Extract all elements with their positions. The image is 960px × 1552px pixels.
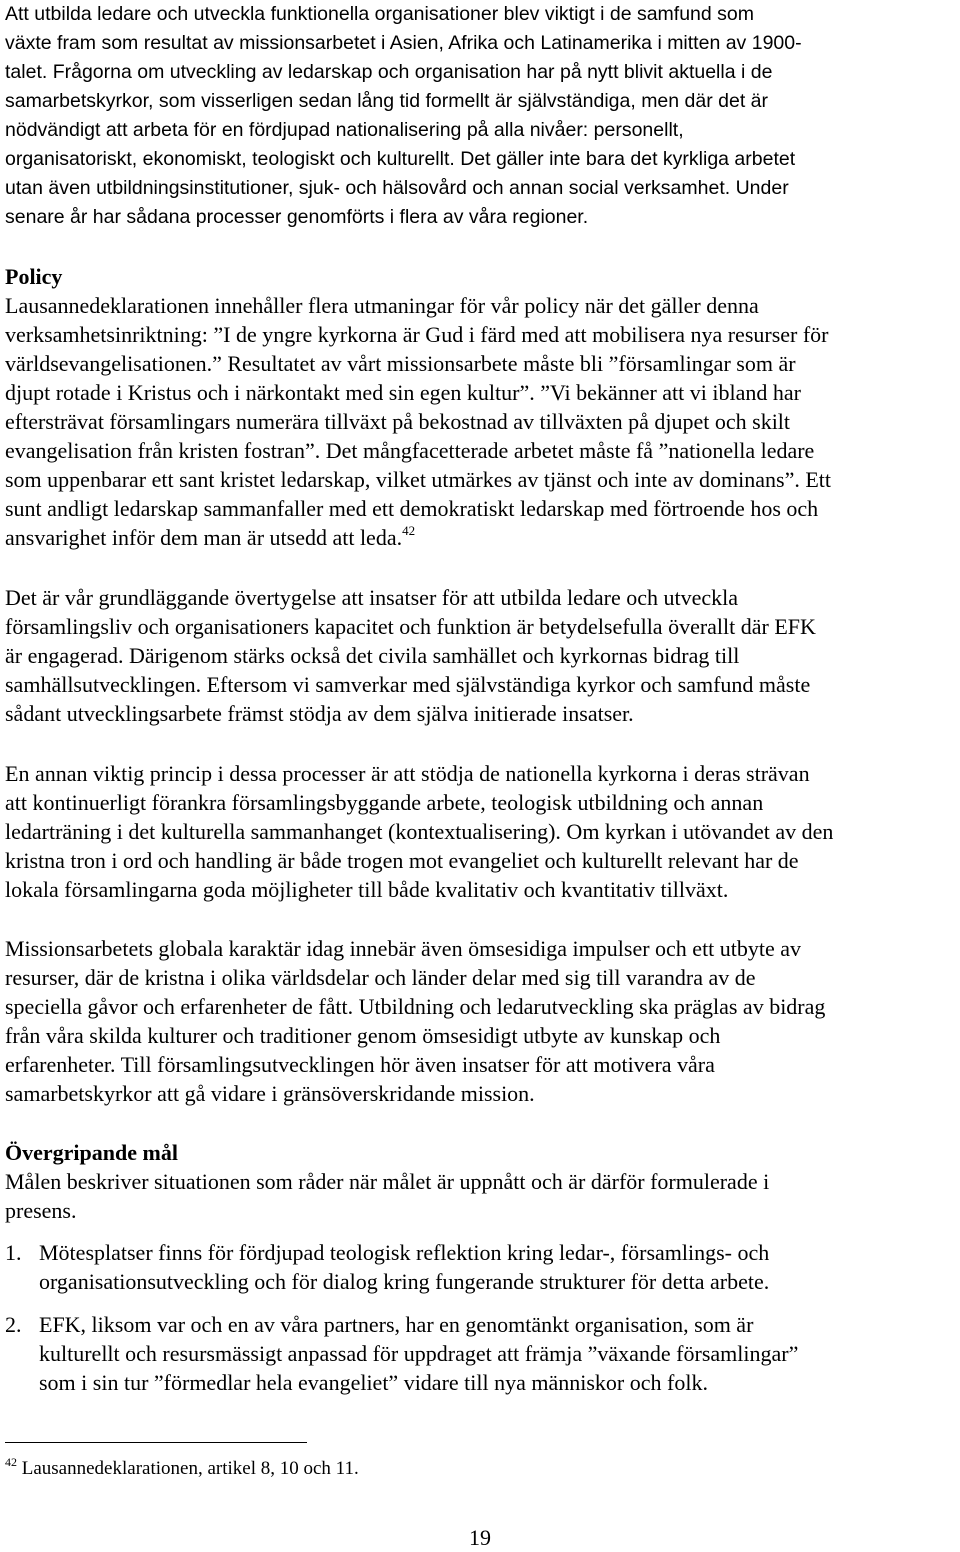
text-line: sunt andligt ledarskap sammanfaller med ett demokratiskt ledarskap med förtroende hos och <box>5 496 819 521</box>
intro-paragraph <box>5 0 955 232</box>
footnote-reference[interactable]: 42 <box>402 523 416 538</box>
text-line: är engagerad. Därigenom stärks också det civila samhället och kyrkornas bidrag till <box>5 643 740 668</box>
policy-section <box>5 262 955 552</box>
text-line: från våra skilda kulturer och traditioner genom ömsesidigt utbyte av kunskap och <box>5 1023 721 1048</box>
text-line: sådant utvecklingsarbete främst stödja av dem själva initierade insatser. <box>5 701 634 726</box>
text-line: Missionsarbetets globala karaktär idag innebär även ömsesidiga impulser och ett utbyte av <box>5 936 802 961</box>
text-line: Att utbilda ledare och utveckla funktionella organisationer blev viktigt i de samfund som <box>5 3 754 25</box>
footnote-divider <box>5 1442 307 1443</box>
text-line: Mötesplatser finns för fördjupad teologisk reflektion kring ledar-, församlings- och <box>39 1240 770 1265</box>
text-line: erfarenheter. Till församlingsutvecklingen hör även insatser för att motivera våra <box>5 1052 715 1077</box>
list-number: 1. <box>5 1240 22 1265</box>
text-line: världsevangelisationen.” Resultatet av vårt missionsarbete måste bli ”församlingar som är <box>5 351 796 376</box>
text-line: eftersträvat församlingars numerära tillväxt på bekostnad av tillväxten på djupet och skilt <box>5 409 791 434</box>
list-number: 2. <box>5 1312 22 1337</box>
text-line: som uppenbarar ett sant kristet ledarskap, vilket utmärkes av tjänst och inte av dominans”. Ett <box>5 467 831 492</box>
text-line: lokala församlingarna goda möjligheter till både kvalitativ och kvantitativ tillväxt. <box>5 877 729 902</box>
text-line: presens. <box>5 1198 77 1223</box>
text-line: utan även utbildningsinstitutioner, sjuk- och hälsovård och annan social verksamhet. Under <box>5 177 789 199</box>
text-line: nödvändigt att arbeta för en fördjupad nationalisering på alla nivåer: personellt, <box>5 119 684 141</box>
text-line: verksamhetsinriktning: ”I de yngre kyrkorna är Gud i färd med att mobilisera nya resurser för <box>5 322 829 347</box>
text-line: djupt rotade i Kristus och i närkontakt med sin egen kultur”. ”Vi bekänner att vi ibland har <box>5 380 801 405</box>
text-line: Det är vår grundläggande övertygelse att insatser för att utbilda ledare och utveckla <box>5 585 739 610</box>
text-line: samhällsutvecklingen. Eftersom vi samverkar med självständiga kyrkor och samfund måste <box>5 672 811 697</box>
policy-last-line: ansvarighet inför dem man är utsedd att leda. <box>5 525 403 550</box>
text-line: En annan viktig princip i dessa processer är att stödja de nationella kyrkorna i deras strävan <box>5 761 810 786</box>
policy-heading: Policy <box>5 264 63 289</box>
principle-paragraph <box>5 759 955 904</box>
conviction-paragraph <box>5 583 955 728</box>
text-line: ledarträning i det kulturella sammanhanget (kontextualisering). Om kyrkan i utövandet av den <box>5 819 834 844</box>
goals-section <box>5 1138 955 1225</box>
text-line: samarbetskyrkor att gå vidare i gränsöverskridande mission. <box>5 1081 535 1106</box>
footnote-number: 42 <box>5 1455 17 1469</box>
text-line: församlingsliv och organisationers kapacitet och funktion är betydelsefulla överallt där EFK <box>5 614 816 639</box>
text-line: evangelisation från kristen fostran”. Det mångfacetterade arbetet måste få ”nationella ledare <box>5 438 815 463</box>
text-line: organisatoriskt, ekonomiskt, teologiskt och kulturellt. Det gäller inte bara det kyrkliga arbetet <box>5 148 796 170</box>
footnote-text: Lausannedeklarationen, artikel 8, 10 och 11. <box>21 1458 359 1479</box>
text-line: resurser, där de kristna i olika världsdelar och länder delar med sig till varandra av de <box>5 965 756 990</box>
footnote <box>5 1456 359 1482</box>
page-number: 19 <box>469 1525 491 1550</box>
text-line <box>5 523 955 552</box>
text-line: organisationsutveckling och för dialog kring fungerande strukturer för detta arbete. <box>39 1269 770 1294</box>
text-line: kristna tron i ord och handling är både trogen mot evangeliet och kulturellt relevant har de <box>5 848 799 873</box>
text-line: som i sin tur ”förmedlar hela evangeliet” vidare till nya människor och folk. <box>39 1370 708 1395</box>
text-line: senare år har sådana processer genomförts i flera av våra regioner. <box>5 206 589 228</box>
text-line: kulturellt och resursmässigt anpassad för uppdraget att främja ”växande församlingar” <box>39 1341 799 1366</box>
text-line: att kontinuerligt förankra församlingsbyggande arbete, teologisk utbildning och annan <box>5 790 764 815</box>
text-line: Målen beskriver situationen som råder när målet är uppnått och är därför formulerade i <box>5 1169 770 1194</box>
text-line: talet. Frågorna om utveckling av ledarskap och organisation har på nytt blivit aktuella i de <box>5 61 773 83</box>
text-line: speciella gåvor och erfarenheter de fått. Utbildning och ledarutveckling ska präglas av bidrag <box>5 994 826 1019</box>
global-paragraph <box>5 934 955 1108</box>
text-line: Lausannedeklarationen innehåller flera utmaningar för vår policy när det gäller denna <box>5 293 759 318</box>
goals-heading: Övergripande mål <box>5 1140 178 1165</box>
text-line: EFK, liksom var och en av våra partners, har en genomtänkt organisation, som är <box>39 1312 754 1337</box>
text-line: samarbetskyrkor, som visserligen sedan lång tid formellt är självständiga, men där det är <box>5 90 769 112</box>
text-line: växte fram som resultat av missionsarbetet i Asien, Afrika och Latinamerika i mitten av 1900- <box>5 32 802 54</box>
